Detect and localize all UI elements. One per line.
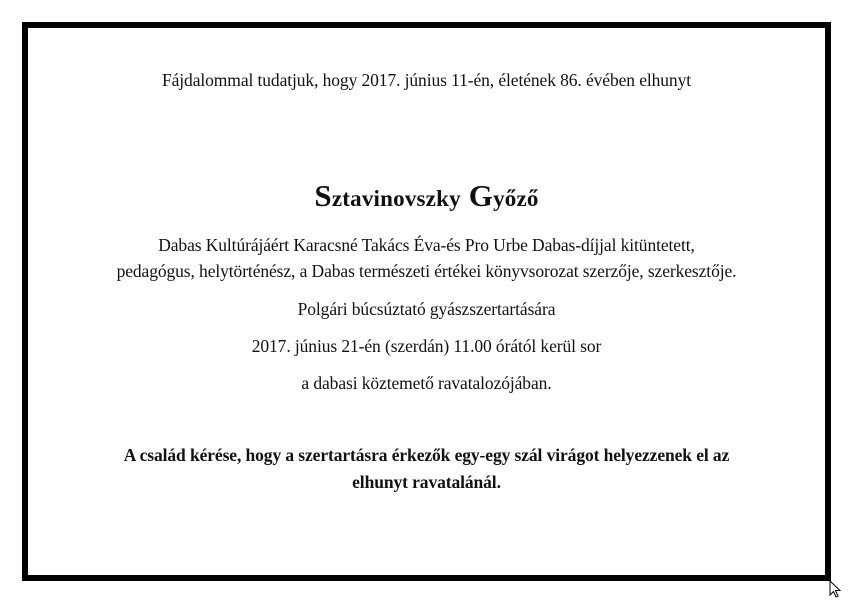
family-request-line-2: elhunyt ravatalánál.: [352, 472, 501, 492]
honors-line-2: pedagógus, helytörténész, a Dabas természeti értékei könyvsorozat szerzője, szerkesztője.: [116, 261, 737, 281]
obituary-frame: [22, 22, 831, 581]
family-request-line-1: A család kérése, hogy a szertartásra érkezők egy-egy szál virágot helyezzenek el az: [123, 445, 730, 465]
honors-line-1: Dabas Kultúrájáért Karacsné Takács Éva-és Pro Urbe Dabas-díjjal kitüntetett,: [158, 235, 695, 255]
name-last-rest: yőző: [493, 186, 539, 211]
intro-text: Fájdalommal tudatjuk, hogy 2017. június 11-én, életének 86. évében elhunyt: [162, 70, 691, 90]
ceremony-line-2: 2017. június 21-én (szerdán) 11.00 órától kerül sor: [251, 336, 602, 356]
ceremony-line-3: a dabasi köztemető ravatalozójában.: [301, 373, 552, 393]
mouse-pointer-icon: [829, 580, 841, 598]
deceased-name: [28, 178, 825, 214]
name-last-initial: G: [468, 178, 494, 213]
name-first-rest: ztavinovszky: [331, 186, 461, 211]
ceremony-line-1: Polgári búcsúztató gyászszertartására: [297, 299, 556, 319]
name-first-initial: S: [314, 178, 332, 213]
